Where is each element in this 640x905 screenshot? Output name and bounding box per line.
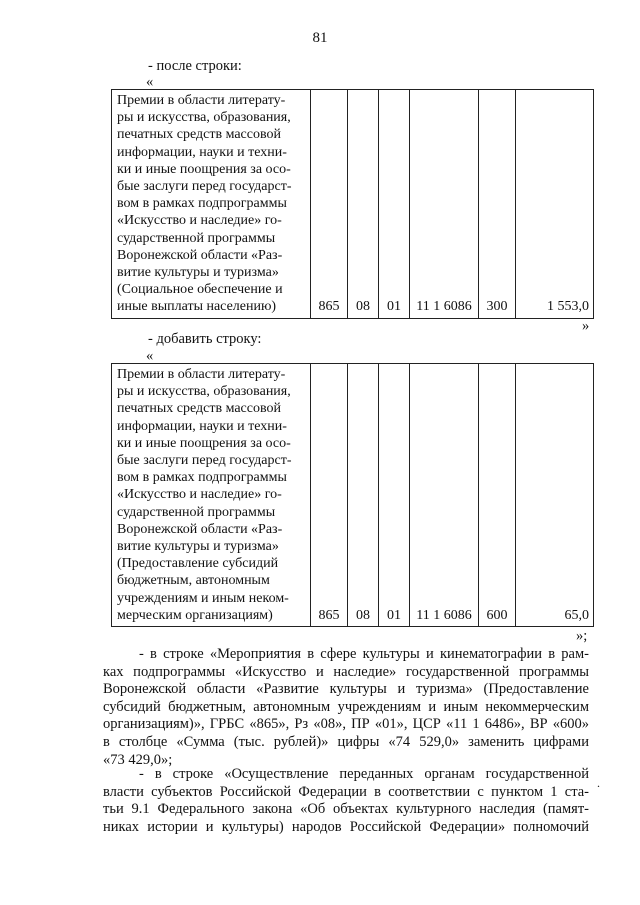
- row-name-line: «Искусство и наследие» го-: [117, 487, 282, 503]
- paragraph-line: тьи 9.1 Федерального закона «Об объектах культурного наследия (памят-: [103, 801, 589, 818]
- row-name-line: Воронежской области «Раз-: [117, 247, 283, 263]
- row-name-line: ки и иные поощрения за осо-: [117, 435, 291, 451]
- csr-cell: 11 1 6086: [410, 364, 479, 627]
- paragraph-line: организациям)», ГРБС «865», Рз «08», ПР «01», ЦСР «11 1 6486», ВР «600»: [103, 716, 589, 733]
- intro-after-row: - после строки:: [148, 58, 242, 74]
- row-name-line: вом в рамках подпрограммы: [117, 196, 287, 212]
- paragraph-line: субсидий бюджетным, автономным учреждениям и иным некоммерческим: [103, 698, 589, 715]
- sum-cell: 65,0: [516, 364, 594, 627]
- csr-cell: 11 1 6086: [410, 90, 479, 319]
- row-name-line: печатных средств массовой: [117, 401, 281, 417]
- row-name-line: сударственной программы: [117, 504, 276, 520]
- rz-cell: 08: [348, 90, 379, 319]
- row-name-line: Премии в области литерату-: [117, 93, 286, 108]
- row-name-line: бые заслуги перед государст-: [117, 453, 292, 469]
- scan-speck: .: [597, 776, 600, 790]
- paragraph-line: - в строке «Мероприятия в сфере культуры и кинематографии в рам-: [139, 646, 589, 662]
- row-name-line: ры и искусства, образования,: [117, 110, 291, 126]
- row-name-line: иные выплаты населению): [117, 299, 277, 315]
- open-quote: «: [146, 74, 154, 90]
- intro-add-row: - добавить строку:: [148, 331, 262, 347]
- row-name-line: (Предоставление субсидий: [117, 556, 279, 572]
- budget-table-new-row: [111, 363, 594, 627]
- amendment-paragraph-2: [103, 766, 589, 836]
- amendment-paragraph-1: [103, 646, 589, 769]
- paragraph-line: ках подпрограммы «Искусство и наследие» государственной программы: [103, 663, 589, 680]
- pr-cell: 01: [379, 364, 410, 627]
- row-name-line: информации, науки и техни-: [117, 418, 287, 434]
- open-quote: «: [146, 348, 154, 364]
- rz-cell: 08: [348, 364, 379, 627]
- close-quote: »: [582, 318, 590, 334]
- row-name-line: Воронежской области «Раз-: [117, 521, 283, 537]
- row-name-line: «Искусство и наследие» го-: [117, 213, 282, 229]
- pr-cell: 01: [379, 90, 410, 319]
- close-quote: »;: [576, 628, 588, 644]
- row-name-line: информации, науки и техни-: [117, 144, 287, 160]
- row-name-cell: [112, 90, 311, 319]
- row-name-line: печатных средств массовой: [117, 127, 281, 143]
- row-name-line: витие культуры и туризма»: [117, 265, 279, 281]
- grbs-cell: 865: [311, 364, 348, 627]
- paragraph-line: в столбце «Сумма (тыс. рублей)» цифры «74 529,0» заменить цифрами: [103, 733, 589, 750]
- row-name-line: бые заслуги перед государст-: [117, 179, 292, 195]
- row-name-line: вом в рамках подпрограммы: [117, 470, 287, 486]
- table-row: [112, 364, 594, 627]
- vr-cell: 300: [479, 90, 516, 319]
- row-name-line: витие культуры и туризма»: [117, 539, 279, 555]
- row-name-line: сударственной программы: [117, 230, 276, 246]
- row-name-line: Премии в области литерату-: [117, 367, 286, 382]
- row-name-cell: [112, 364, 311, 627]
- paragraph-line: - в строке «Осуществление переданных органам государственной: [139, 766, 589, 782]
- row-name-line: ки и иные поощрения за осо-: [117, 161, 291, 177]
- sum-cell: 1 553,0: [516, 90, 594, 319]
- budget-table-existing-row: [111, 89, 594, 319]
- row-name-line: (Социальное обеспечение и: [117, 282, 283, 298]
- paragraph-line: власти субъектов Российской Федерации в соответствии с пунктом 1 ста-: [103, 783, 589, 800]
- paragraph-line: «73 429,0»;: [103, 751, 173, 768]
- row-name-line: учреждениям и иным неком-: [117, 590, 289, 606]
- row-name-line: ры и искусства, образования,: [117, 384, 291, 400]
- row-name-line: бюджетным, автономным: [117, 573, 270, 589]
- row-name-line: мерческим организациям): [117, 607, 273, 623]
- page-number: 81: [312, 30, 328, 46]
- grbs-cell: 865: [311, 90, 348, 319]
- paragraph-line: никах истории и культуры) народов Российской Федерации» полномочий: [103, 818, 589, 835]
- table-row: [112, 90, 594, 319]
- paragraph-line: Воронежской области «Развитие культуры и туризма» (Предоставление: [103, 681, 589, 698]
- vr-cell: 600: [479, 364, 516, 627]
